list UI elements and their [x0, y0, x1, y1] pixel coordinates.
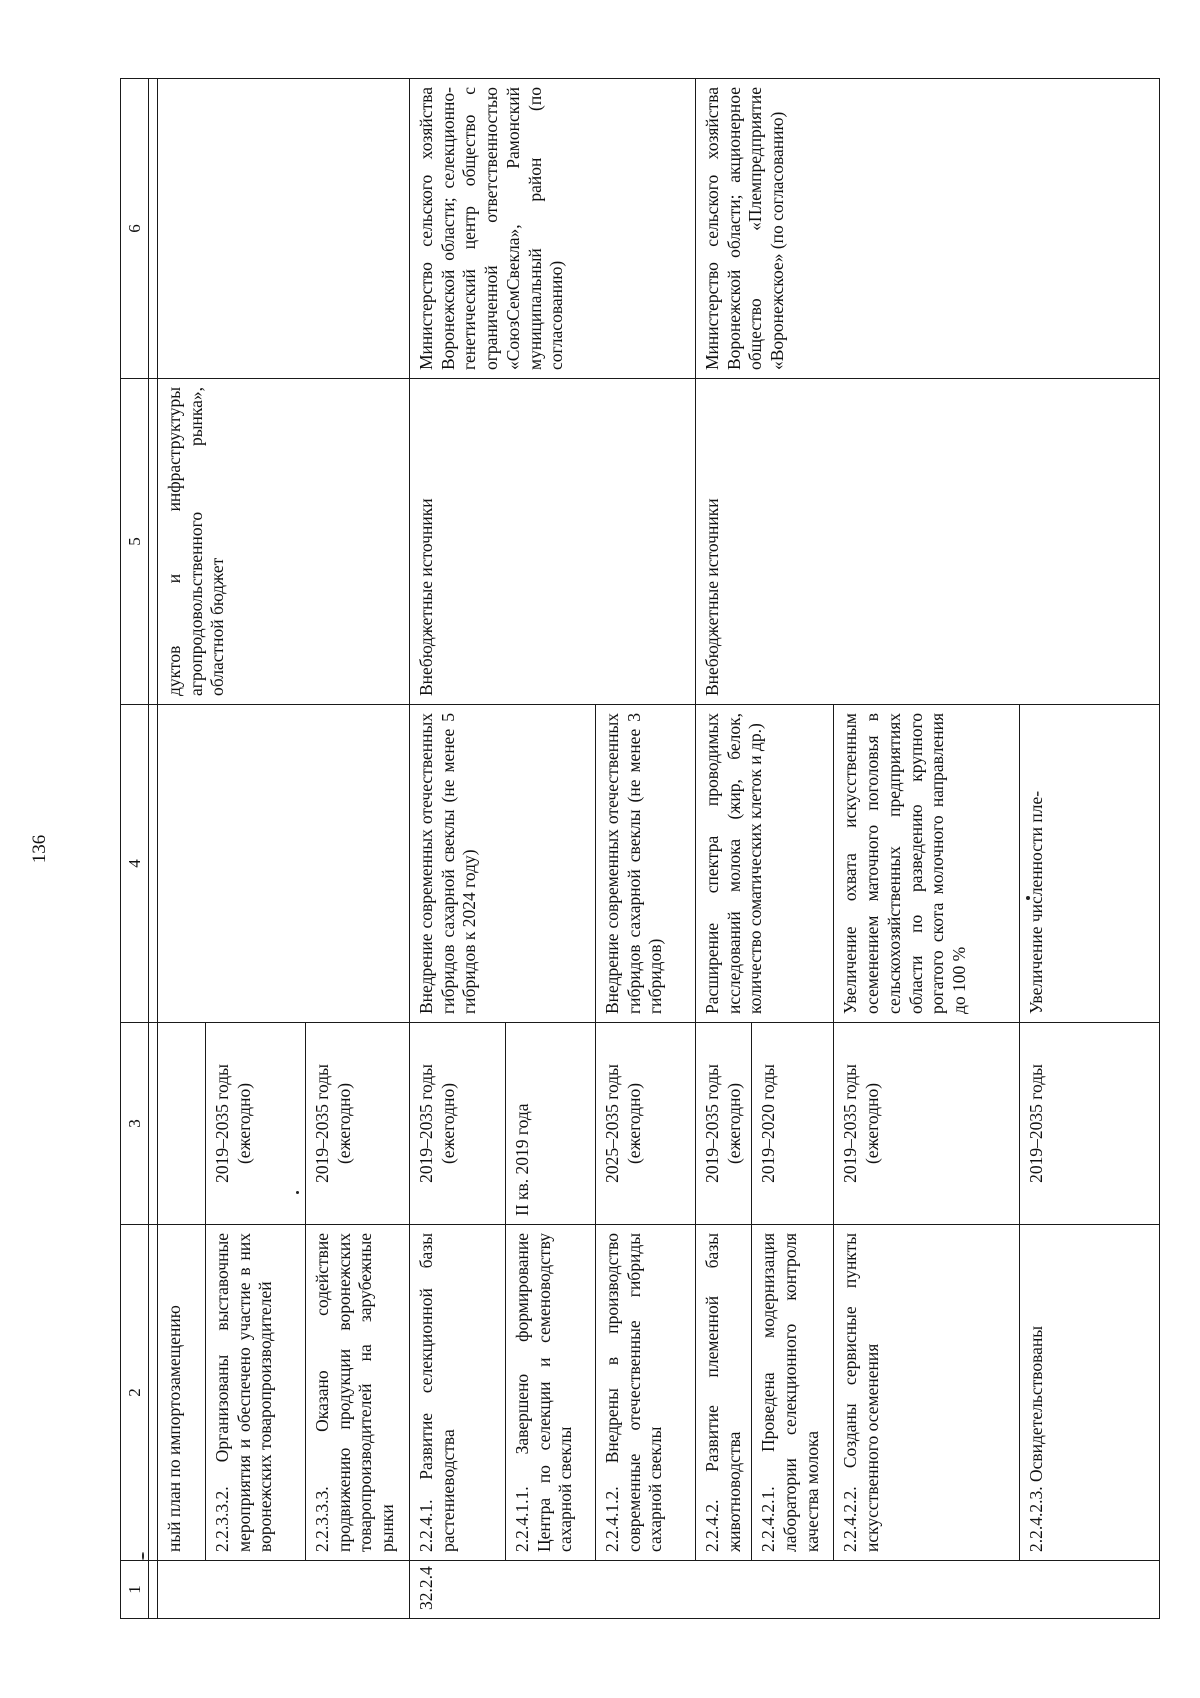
period-cell: 2019–2020 годы	[752, 1023, 834, 1225]
measure-cell: 2.2.4.1.2. Внедрены в производство современные отечественные гибриды сахарной свеклы	[596, 1225, 696, 1561]
column-number-2: 2	[121, 1225, 149, 1561]
measure-cell: ный план по импортозамещению	[158, 1225, 206, 1561]
column-number-3: 3	[121, 1023, 149, 1225]
column-number-5: 5	[121, 379, 149, 705]
executor-cell: Министерство сельского хозяйства Воронежской области; акционерное общество «Племпредприятие «Воронежское» (по согласованию)	[696, 79, 1160, 379]
measure-cell: 2.2.4.2. Развитие племенной базы животноводства	[696, 1225, 752, 1561]
funding-cell: Внебюджетные источники	[410, 379, 696, 705]
funding-cell: Внебюджетные источники	[696, 379, 1160, 705]
period-cell: 2019–2035 годы (ежегодно)	[306, 1023, 410, 1225]
cell-number	[158, 1561, 410, 1619]
measure-cell: 2.2.3.3.3. Оказано содействие продвижению продукции воронежских товаропроизводителей на зарубежные рынки	[306, 1225, 410, 1561]
result-cell: Внедрение современных отечественных гибридов сахарной свеклы (не менее 5 гибридов к 2024 году)	[410, 705, 596, 1023]
result-cell: Расширение спектра проводимых исследований молока (жир, белок, количество соматических клеток и др.)	[696, 705, 834, 1023]
result-cell: Увеличение охвата искусственным осеменением маточного поголовья в сельскохозяйственных предприятиях области по разведению крупного рогатого скота молочного направления до 100 %	[834, 705, 1020, 1023]
result-cell	[158, 705, 410, 1023]
column-number-row	[121, 79, 149, 1619]
table-row	[410, 79, 506, 1619]
measure-cell: 2.2.4.2.1. Проведена модернизация лаборатории селекционного контроля качества молока	[752, 1225, 834, 1561]
funding-cell: дуктов и инфраструктуры агропродовольственного рынка», областной бюджет	[158, 379, 410, 705]
program-measures-table	[120, 78, 1160, 1619]
period-cell: 2019–2035 годы (ежегодно)	[834, 1023, 1020, 1225]
measure-cell: 2.2.3.3.2. Организованы выставочные мероприятия и обеспечено участие в них воронежских товаропроизводителей	[206, 1225, 306, 1561]
period-cell: II кв. 2019 года	[506, 1023, 596, 1225]
measure-cell: 2.2.4.1.1. Завершено формирование Центра по селекции и семеноводству сахарной свеклы	[506, 1225, 596, 1561]
column-number-1: 1	[121, 1561, 149, 1619]
result-cell: Увеличение численности пле-	[1020, 705, 1160, 1023]
period-cell: 2019–2035 годы (ежегодно)	[696, 1023, 752, 1225]
page-number: 136	[29, 834, 50, 864]
column-number-4: 4	[121, 705, 149, 1023]
measure-cell: 2.2.4.1. Развитие селекционной базы растениеводства	[410, 1225, 506, 1561]
column-number-6: 6	[121, 79, 149, 379]
executor-cell	[158, 79, 410, 379]
table-row	[696, 79, 752, 1619]
document-table-rotated	[120, 79, 1160, 1619]
period-cell: 2025–2035 годы (ежегодно)	[596, 1023, 696, 1225]
executor-cell: Министерство сельского хозяйства Воронежской области; селекционно-генетический центр общество с ограниченной ответственностью «СоюзСемСвекла», Рамонский муниципальный район (по согласованию)	[410, 79, 696, 379]
cell-number: 32.2.4	[410, 1561, 1160, 1619]
result-cell: Внедрение современных отечественных гибридов сахарной свеклы (не менее 3 гибридов)	[596, 705, 696, 1023]
period-cell: 2019–2035 годы (ежегодно)	[410, 1023, 506, 1225]
header-gap-row	[149, 79, 158, 1619]
period-cell: 2019–2035 годы (ежегодно)	[206, 1023, 306, 1225]
period-cell: 2019–2035 годы	[1020, 1023, 1160, 1225]
period-cell	[158, 1023, 206, 1225]
measure-cell: 2.2.4.2.2. Созданы сервисные пункты искусственного осеменения	[834, 1225, 1020, 1561]
measure-cell: 2.2.4.2.3. Освидетельствованы	[1020, 1225, 1160, 1561]
table-row	[158, 79, 206, 1619]
